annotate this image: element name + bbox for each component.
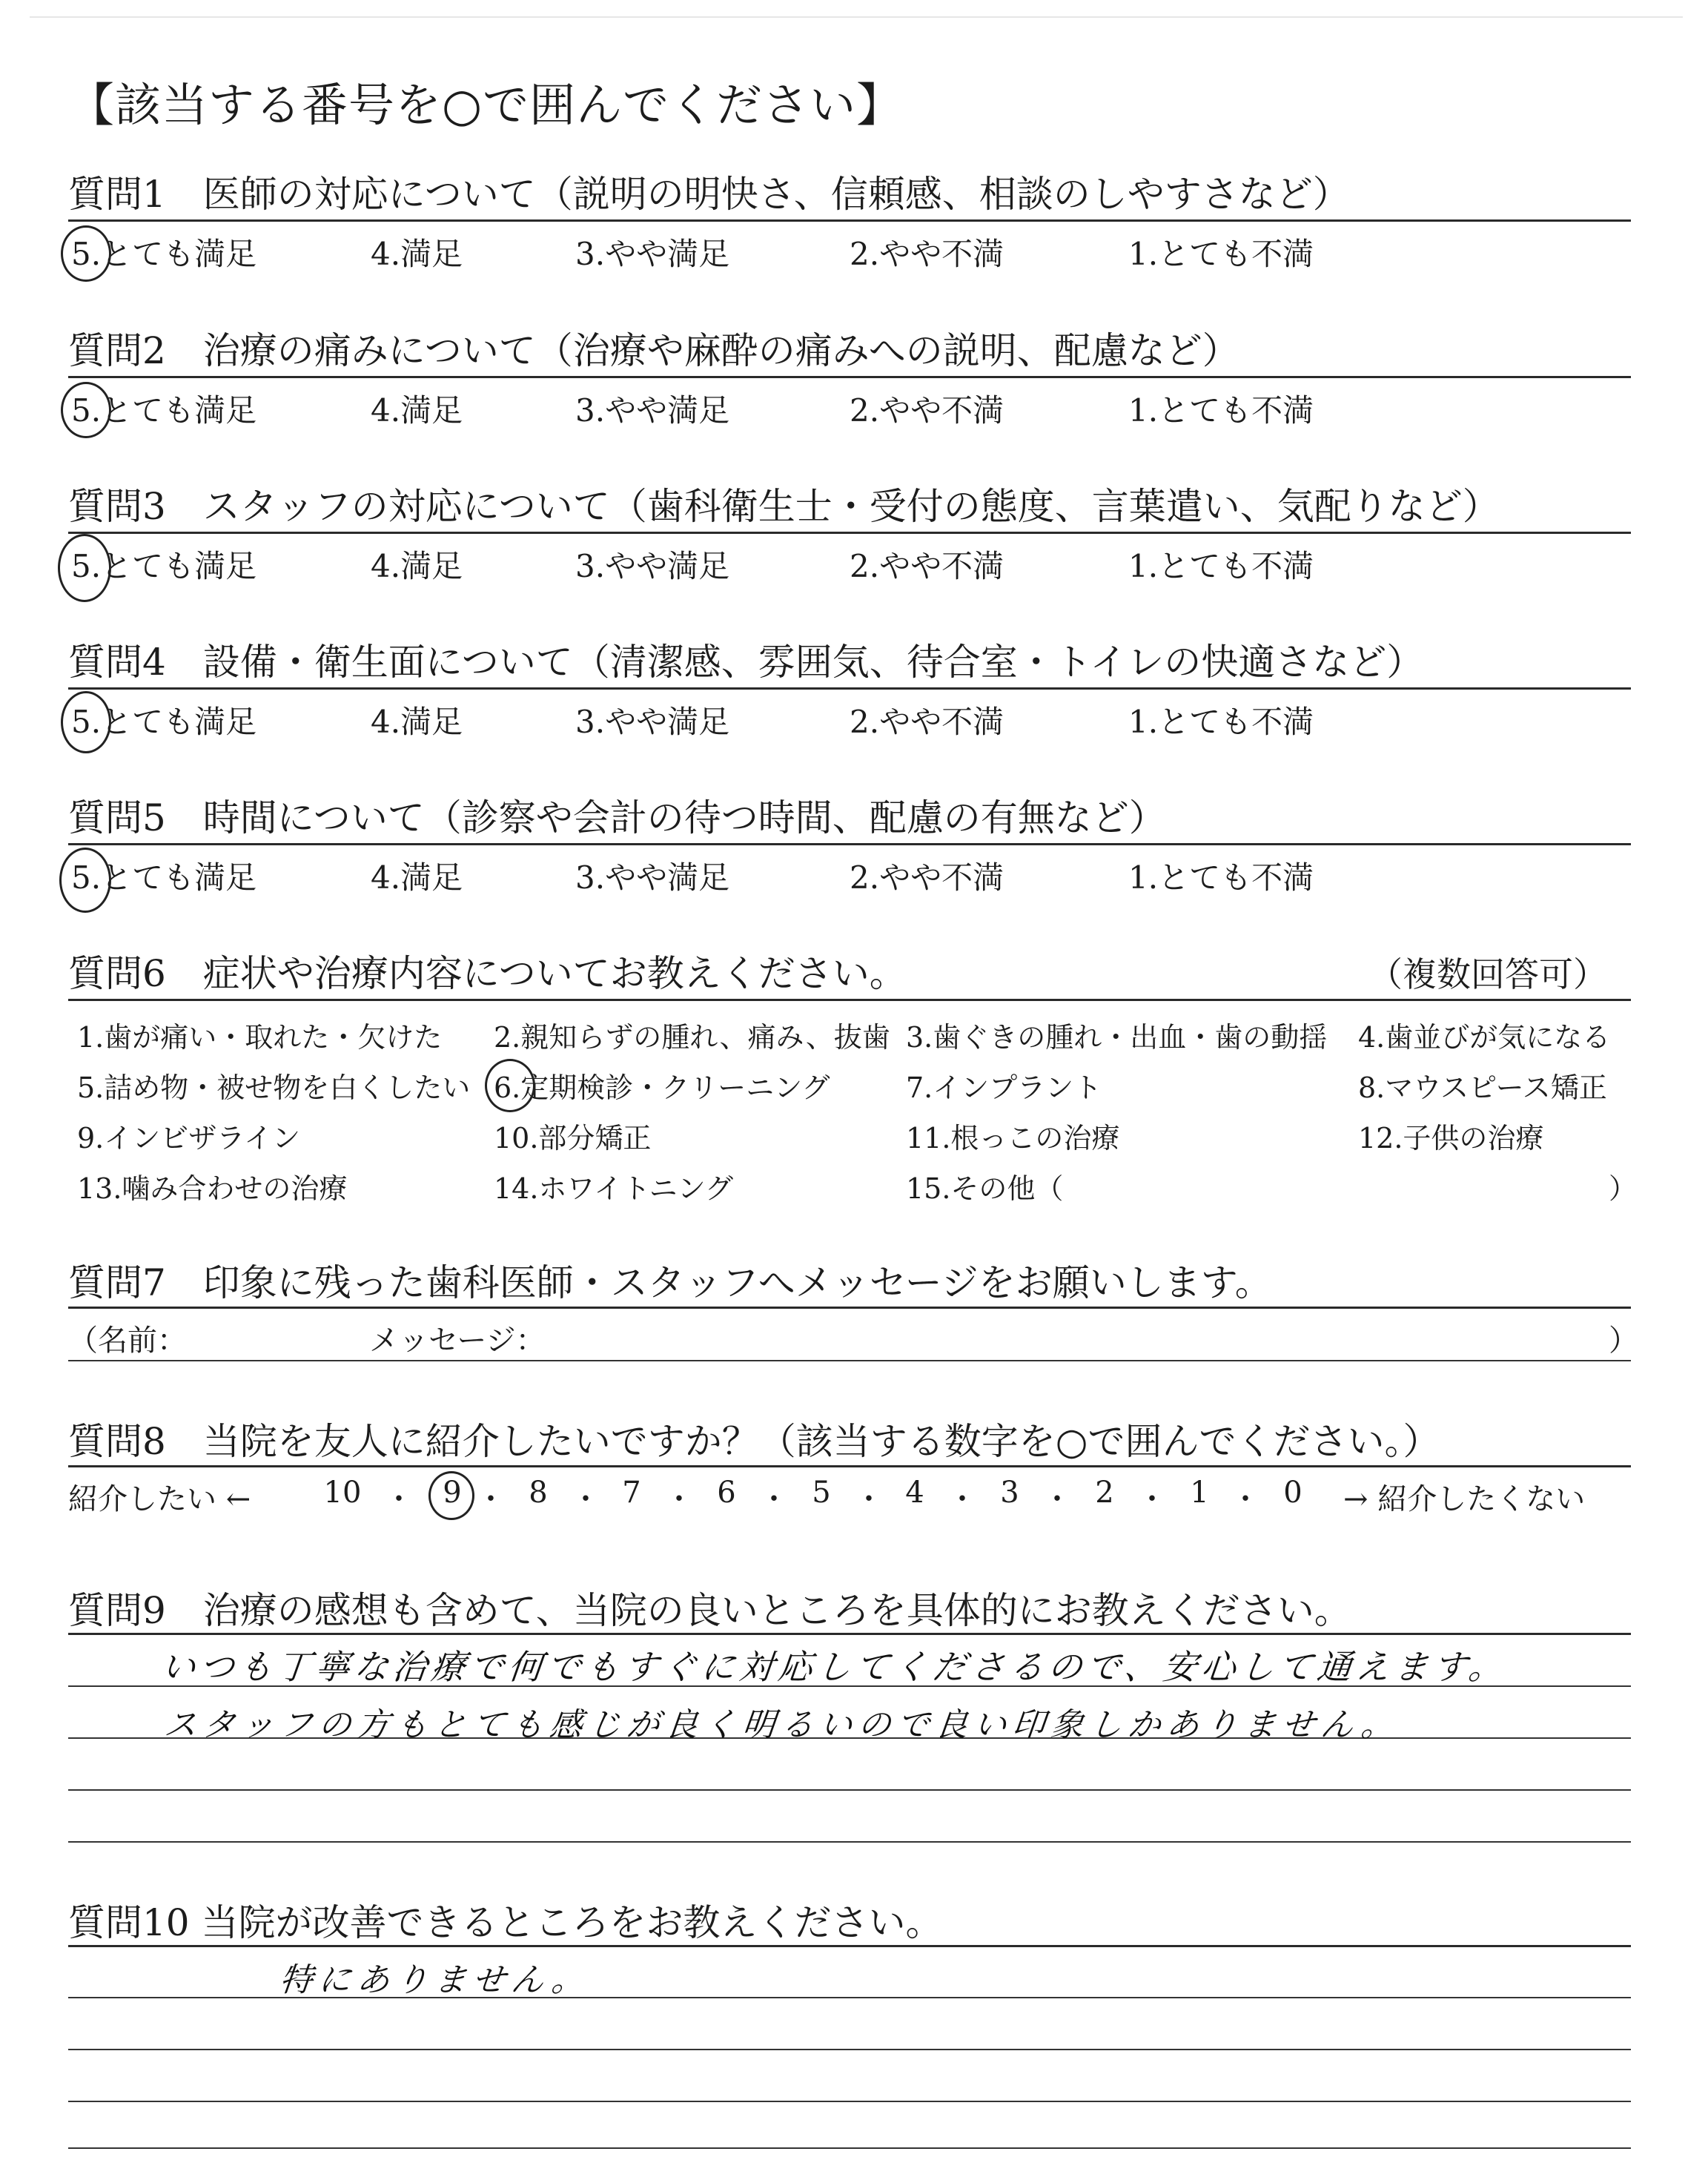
q3-option-1[interactable]: 1.とても不満 — [1128, 548, 1314, 584]
page-title: 【該当する番号を○で囲んでください】 — [68, 78, 904, 132]
q6-option-7[interactable]: 7.インプラント — [906, 1071, 1102, 1104]
q9-handwritten-answer-line-1: いつも丁寧な治療で何でもすぐに対応してくださるので、安心して通えます。 — [159, 1647, 1509, 1687]
question-10-rule — [68, 1945, 1631, 1947]
question-2-rule — [68, 376, 1631, 378]
question-4-title: 質問4 設備・衛生面について（清潔感、雰囲気、待合室・トイレの快適さなど） — [68, 641, 1424, 684]
q3-option-4[interactable]: 4.満足 — [371, 548, 463, 584]
q8-scale-dot: ・ — [1042, 1482, 1072, 1516]
q10-answer-line — [68, 2147, 1631, 2149]
q5-option-2[interactable]: 2.やや不満 — [850, 859, 1004, 896]
question-8-title: 質問8 当院を友人に紹介したいですか？（該当する数字を○で囲んでください。） — [68, 1420, 1440, 1463]
question-6-note: （複数回答可） — [1368, 954, 1607, 994]
q7-close-paren: ） — [1609, 1324, 1638, 1358]
q6-option-6[interactable]: 6.定期検診・クリーニング — [494, 1071, 830, 1104]
question-5-title: 質問5 時間について（診察や会計の待つ時間、配慮の有無など） — [68, 796, 1166, 839]
q2-option-2[interactable]: 2.やや不満 — [850, 392, 1004, 429]
q8-scale-dot: ・ — [476, 1482, 506, 1516]
q8-scale-dot: ・ — [1231, 1482, 1260, 1516]
q6-option-4[interactable]: 4.歯並びが気になる — [1358, 1021, 1611, 1054]
question-2-title: 質問2 治療の痛みについて（治療や麻酔の痛みへの説明、配慮など） — [68, 329, 1239, 372]
question-6-title: 質問6 症状や治療内容についてお教えください。 — [68, 952, 907, 995]
q8-scale-dot: ・ — [947, 1482, 977, 1516]
q6-option-1[interactable]: 1.歯が痛い・取れた・欠けた — [77, 1021, 443, 1054]
q4-option-4[interactable]: 4.満足 — [371, 704, 463, 740]
q6-option-12[interactable]: 12.子供の治療 — [1358, 1122, 1544, 1155]
q10-answer-line — [68, 2049, 1631, 2050]
q8-scale-6[interactable]: 6 — [717, 1476, 736, 1510]
question-6-rule — [68, 999, 1631, 1001]
q8-scale-4[interactable]: 4 — [905, 1476, 924, 1510]
q3-option-5[interactable]: 5.とても満足 — [71, 548, 257, 584]
q8-right-label: → 紹介したくない — [1343, 1482, 1586, 1516]
question-3-rule — [68, 532, 1631, 534]
q5-option-1[interactable]: 1.とても不満 — [1128, 859, 1314, 896]
q8-scale-2[interactable]: 2 — [1095, 1476, 1114, 1510]
q7-message-label: メッセージ： — [369, 1324, 546, 1358]
q6-option-14[interactable]: 14.ホワイトニング — [494, 1172, 734, 1205]
question-9-title: 質問9 治療の感想も含めて、当院の良いところを具体的にお教えください。 — [68, 1589, 1351, 1632]
q6-option-10[interactable]: 10.部分矯正 — [494, 1122, 652, 1155]
question-4-rule — [68, 687, 1631, 690]
q8-scale-dot: ・ — [854, 1482, 884, 1516]
q8-scale-10[interactable]: 10 — [323, 1476, 362, 1510]
q8-scale-8[interactable]: 8 — [529, 1476, 548, 1510]
q8-scale-5[interactable]: 5 — [812, 1476, 831, 1510]
question-3-title: 質問3 スタッフの対応について（歯科衛生士・受付の態度、言葉遣い、気配りなど） — [68, 485, 1500, 528]
q6-option-15-close-paren: ） — [1609, 1172, 1638, 1205]
q8-scale-1[interactable]: 1 — [1190, 1476, 1209, 1510]
q4-option-3[interactable]: 3.やや満足 — [575, 704, 730, 740]
q6-option-2[interactable]: 2.親知らずの腫れ、痛み、抜歯 — [494, 1021, 890, 1054]
q1-option-3[interactable]: 3.やや満足 — [575, 236, 730, 272]
q10-answer-line — [68, 2101, 1631, 2102]
q4-option-2[interactable]: 2.やや不満 — [850, 704, 1004, 740]
q4-option-5[interactable]: 5.とても満足 — [71, 704, 257, 740]
q5-option-4[interactable]: 4.満足 — [371, 859, 463, 896]
q8-scale-7[interactable]: 7 — [622, 1476, 641, 1510]
question-7-title: 質問7 印象に残った歯科医師・スタッフへメッセージをお願いします。 — [68, 1261, 1272, 1304]
q9-answer-line — [68, 1789, 1631, 1791]
q8-scale-3[interactable]: 3 — [1000, 1476, 1019, 1510]
q10-handwritten-answer: 特にありません。 — [277, 1961, 592, 1999]
q6-option-5[interactable]: 5.詰め物・被せ物を白くしたい — [77, 1071, 471, 1104]
question-8-rule — [68, 1465, 1631, 1467]
q6-option-11[interactable]: 11.根っこの治療 — [906, 1122, 1120, 1155]
q1-option-5[interactable]: 5.とても満足 — [71, 236, 257, 272]
q6-option-15[interactable]: 15.その他（ — [906, 1172, 1064, 1205]
q5-option-5[interactable]: 5.とても満足 — [71, 859, 257, 896]
question-7-rule — [68, 1307, 1631, 1309]
q8-scale-dot: ・ — [1137, 1482, 1167, 1516]
q5-option-3[interactable]: 3.やや満足 — [575, 859, 730, 896]
question-1-title: 質問1 医師の対応について（説明の明快さ、信頼感、相談のしやすさなど） — [68, 173, 1350, 216]
q9-handwritten-answer-line-2: スタッフの方もとても感じが良く明るいので良い印象しかありません。 — [162, 1706, 1402, 1744]
q8-scale-dot: ・ — [664, 1482, 694, 1516]
q2-option-3[interactable]: 3.やや満足 — [575, 392, 730, 429]
q4-option-1[interactable]: 1.とても不満 — [1128, 704, 1314, 740]
question-5-rule — [68, 843, 1631, 845]
q6-option-8[interactable]: 8.マウスピース矯正 — [1358, 1071, 1607, 1104]
q2-option-4[interactable]: 4.満足 — [371, 392, 463, 429]
q8-scale-0[interactable]: 0 — [1283, 1476, 1302, 1510]
question-7-answer-rule — [68, 1360, 1631, 1361]
q2-option-1[interactable]: 1.とても不満 — [1128, 392, 1314, 429]
q6-option-3[interactable]: 3.歯ぐきの腫れ・出血・歯の動揺 — [906, 1021, 1328, 1054]
q8-scale-9[interactable]: 9 — [443, 1476, 462, 1510]
q1-option-2[interactable]: 2.やや不満 — [850, 236, 1004, 272]
q6-option-9[interactable]: 9.インビザライン — [77, 1122, 301, 1155]
q2-option-5[interactable]: 5.とても満足 — [71, 392, 257, 429]
question-10-title: 質問10 当院が改善できるところをお教えください。 — [68, 1901, 943, 1944]
q1-option-4[interactable]: 4.満足 — [371, 236, 463, 272]
question-1-rule — [68, 219, 1631, 222]
question-9-rule — [68, 1633, 1631, 1635]
page-top-edge — [30, 16, 1683, 18]
q8-scale-dot: ・ — [384, 1482, 414, 1516]
q6-option-13[interactable]: 13.噛み合わせの治療 — [77, 1172, 348, 1205]
q8-left-label: 紹介したい ← — [68, 1482, 251, 1516]
q3-option-2[interactable]: 2.やや不満 — [850, 548, 1004, 584]
q8-scale-dot: ・ — [759, 1482, 789, 1516]
q3-option-3[interactable]: 3.やや満足 — [575, 548, 730, 584]
q7-name-label: （名前： — [68, 1324, 187, 1358]
q1-option-1[interactable]: 1.とても不満 — [1128, 236, 1314, 272]
q8-scale-dot: ・ — [571, 1482, 600, 1516]
q9-answer-line — [68, 1841, 1631, 1843]
